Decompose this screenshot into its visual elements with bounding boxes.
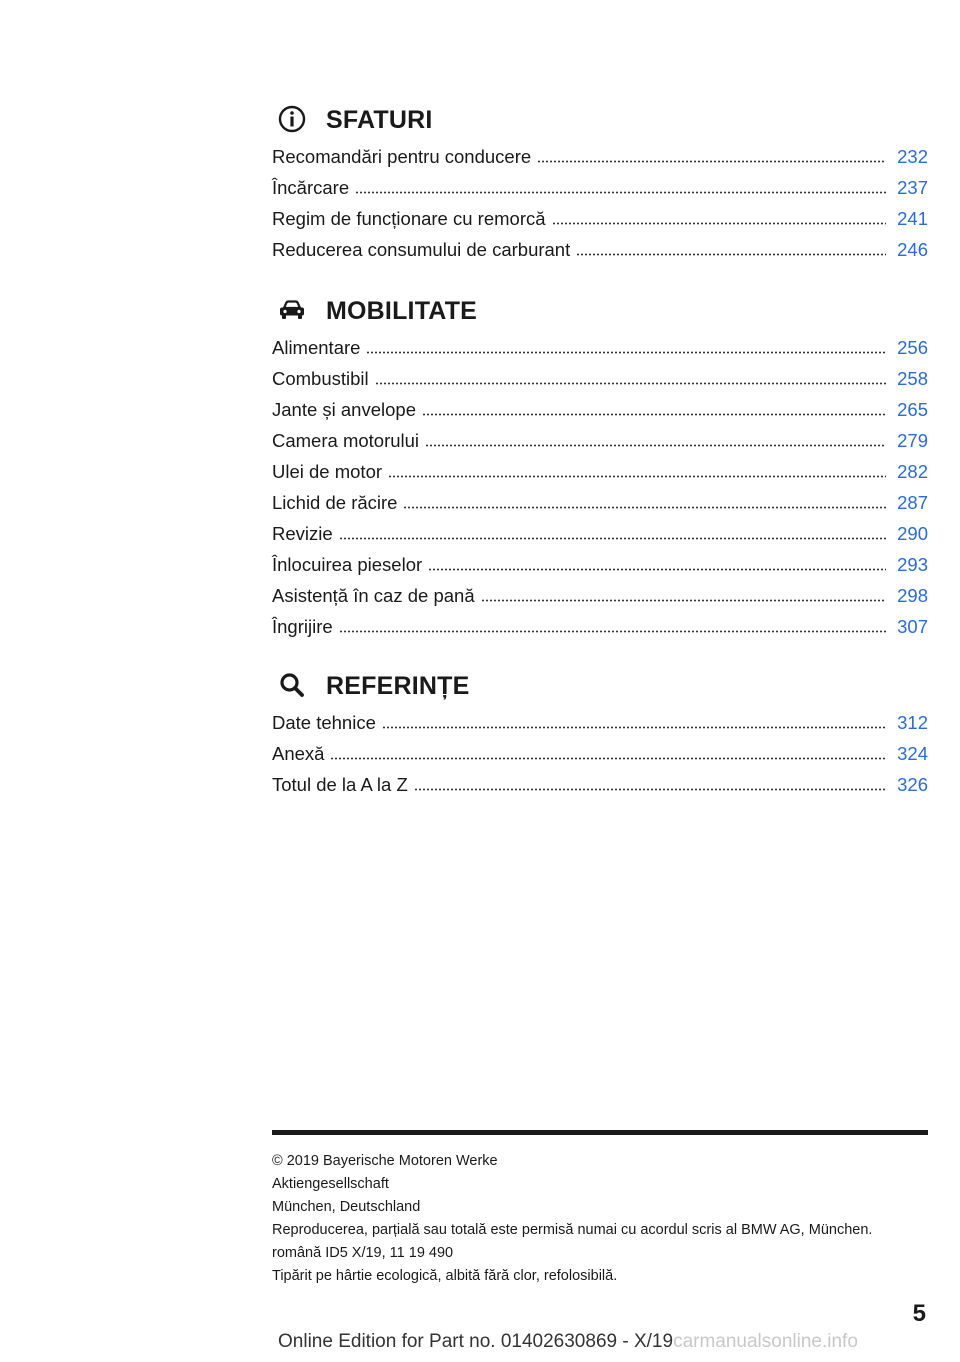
toc-entry-label: Camera motorului (272, 430, 420, 451)
toc-page-link[interactable]: 293 (897, 554, 928, 575)
toc-entry-label: Anexă (272, 743, 325, 764)
imprint-line: Tipărit pe hârtie ecologică, albită fără clor, refolosibilă. (272, 1268, 618, 1284)
toc-page-link[interactable]: 265 (897, 399, 928, 420)
leader-dots (366, 340, 886, 354)
toc-entry[interactable] (272, 239, 928, 270)
leader-dots (388, 464, 886, 478)
section-header (272, 100, 928, 140)
toc-page-link[interactable]: 237 (897, 177, 928, 198)
leader-dots (414, 777, 886, 791)
section-title: MOBILITATE (326, 296, 478, 325)
toc-entry[interactable] (272, 712, 928, 743)
toc-list (272, 712, 928, 805)
leader-dots (537, 149, 886, 163)
section-header (272, 291, 928, 331)
toc-entry[interactable] (272, 337, 928, 368)
leader-dots (552, 211, 886, 225)
toc-page-link[interactable]: 279 (897, 430, 928, 451)
toc-entry[interactable] (272, 177, 928, 208)
toc-entry-label: Îngrijire (272, 616, 333, 637)
footer-watermark: carmanualsonline.info (673, 1331, 858, 1352)
toc-entry-label: Reducerea consumului de carburant (272, 239, 571, 260)
toc-entry[interactable] (272, 585, 928, 616)
imprint-line: Aktiengesellschaft (272, 1176, 389, 1192)
toc-entry-label: Asistență în caz de pană (272, 585, 475, 606)
toc-page-link[interactable]: 324 (897, 743, 928, 764)
toc-entry[interactable] (272, 399, 928, 430)
toc-entry[interactable] (272, 616, 928, 647)
leader-dots (481, 588, 886, 602)
section-mobilitate (272, 291, 928, 647)
toc-entry-label: Revizie (272, 523, 333, 544)
toc-list (272, 337, 928, 647)
toc-page-link[interactable]: 287 (897, 492, 928, 513)
toc-entry[interactable] (272, 368, 928, 399)
toc-entry-label: Date tehnice (272, 712, 376, 733)
toc-entry[interactable] (272, 146, 928, 177)
leader-dots (576, 242, 886, 256)
toc-entry[interactable] (272, 523, 928, 554)
toc-list (272, 146, 928, 270)
section-title: REFERINȚE (326, 671, 470, 700)
leader-dots (382, 715, 886, 729)
page-number: 5 (912, 1300, 926, 1327)
toc-page-link[interactable]: 246 (897, 239, 928, 260)
leader-dots (339, 526, 886, 540)
toc-page-link[interactable]: 256 (897, 337, 928, 358)
toc-page-link[interactable]: 282 (897, 461, 928, 482)
leader-dots (330, 746, 886, 760)
toc-entry-label: Înlocuirea pieselor (272, 554, 423, 575)
leader-dots (355, 180, 886, 194)
leader-dots (403, 495, 886, 509)
imprint-divider (272, 1130, 928, 1135)
imprint-line: München, Deutschland (272, 1199, 421, 1215)
imprint-line: Reproducerea, parțială sau totală este permisă numai cu acordul scris al BMW AG, München. (272, 1222, 873, 1238)
toc-page-link[interactable]: 232 (897, 146, 928, 167)
toc-page-link[interactable]: 290 (897, 523, 928, 544)
toc-entry-label: Ulei de motor (272, 461, 383, 482)
section-referinte (272, 666, 928, 805)
toc-entry[interactable] (272, 743, 928, 774)
car-icon (277, 295, 307, 325)
toc-entry-label: Încărcare (272, 177, 350, 198)
leader-dots (339, 619, 886, 633)
footer-edition (278, 1331, 858, 1353)
leader-dots (422, 402, 886, 416)
toc-entry[interactable] (272, 461, 928, 492)
leader-dots (428, 557, 886, 571)
toc-entry-label: Jante și anvelope (272, 399, 416, 420)
section-sfaturi (272, 100, 928, 270)
toc-entry-label: Lichid de răcire (272, 492, 398, 513)
section-title: SFATURI (326, 105, 433, 134)
leader-dots (375, 371, 886, 385)
footer-edition-text: Online Edition for Part no. 01402630869 - X/19 (278, 1331, 674, 1352)
imprint-line: © 2019 Bayerische Motoren Werke (272, 1153, 498, 1169)
toc-entry-label: Totul de la A la Z (272, 774, 408, 795)
toc-page-link[interactable]: 307 (897, 616, 928, 637)
toc-page-link[interactable]: 312 (897, 712, 928, 733)
toc-page-link[interactable]: 258 (897, 368, 928, 389)
imprint (272, 1150, 932, 1288)
toc-page-link[interactable]: 241 (897, 208, 928, 229)
toc-entry[interactable] (272, 208, 928, 239)
imprint-line: română ID5 X/19, 11 19 490 (272, 1245, 454, 1261)
toc-page-link[interactable]: 298 (897, 585, 928, 606)
toc-page-link[interactable]: 326 (897, 774, 928, 795)
search-icon (277, 670, 307, 700)
toc-entry-label: Combustibil (272, 368, 369, 389)
leader-dots (425, 433, 886, 447)
toc-entry-label: Recomandări pentru conducere (272, 146, 532, 167)
toc-entry[interactable] (272, 430, 928, 461)
toc-entry[interactable] (272, 492, 928, 523)
toc-entry[interactable] (272, 774, 928, 805)
toc-entry-label: Regim de funcționare cu remorcă (272, 208, 546, 229)
section-header (272, 666, 928, 706)
toc-entry[interactable] (272, 554, 928, 585)
info-icon (277, 104, 307, 134)
toc-entry-label: Alimentare (272, 337, 361, 358)
